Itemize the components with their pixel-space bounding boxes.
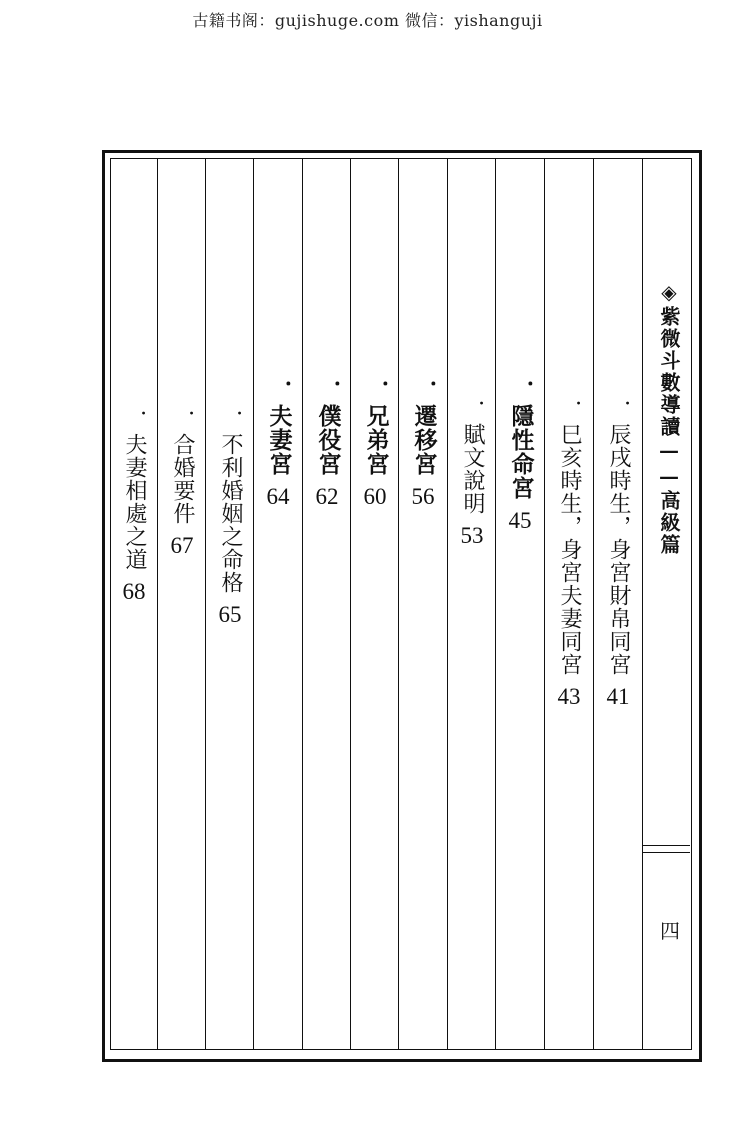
toc-entry bbox=[305, 380, 349, 510]
column-divider bbox=[302, 158, 303, 1049]
column-divider bbox=[398, 158, 399, 1049]
toc-entry-page: 67 bbox=[170, 533, 194, 558]
column-divider bbox=[253, 158, 254, 1049]
toc-entry bbox=[160, 410, 204, 559]
column-divider bbox=[205, 158, 206, 1049]
toc-entry-title: ．隱性命宮 bbox=[507, 380, 534, 500]
column-divider bbox=[495, 158, 496, 1049]
toc-entry-title: ．夫妻相處之道 bbox=[122, 410, 147, 571]
toc-entry bbox=[208, 410, 252, 628]
column-divider bbox=[447, 158, 448, 1049]
toc-entry-title: ．賦文說明 bbox=[460, 400, 485, 515]
page-number: 四 bbox=[660, 919, 680, 943]
toc-entry-page: 64 bbox=[266, 484, 290, 509]
toc-entry-page: 53 bbox=[460, 523, 484, 548]
running-header bbox=[650, 280, 688, 556]
toc-entry-page: 45 bbox=[508, 508, 532, 533]
toc-entry-title: ．巳亥時生，身宮夫妻同宮 bbox=[557, 400, 582, 676]
column-divider bbox=[544, 158, 545, 1049]
toc-entry bbox=[112, 410, 156, 605]
toc-entry bbox=[450, 400, 494, 549]
toc-entry-page: 60 bbox=[363, 484, 387, 509]
toc-entry bbox=[401, 380, 445, 510]
column-divider bbox=[350, 158, 351, 1049]
header-divider bbox=[642, 845, 690, 846]
watermark-text: 古籍书阁：gujishuge.com 微信：yishanguji bbox=[192, 11, 543, 30]
column-divider bbox=[642, 158, 643, 1049]
toc-entry-title: ．夫妻宮 bbox=[265, 380, 292, 476]
book-title: ◈紫微斗數導讀——高級篇 bbox=[657, 280, 681, 556]
toc-entry-page: 41 bbox=[606, 684, 630, 709]
header-divider bbox=[642, 852, 690, 853]
toc-entry-title: ．合婚要件 bbox=[170, 410, 195, 525]
toc-entry-page: 43 bbox=[557, 684, 581, 709]
column-divider bbox=[593, 158, 594, 1049]
toc-entry-title: ．僕役宮 bbox=[314, 380, 341, 476]
toc-entry-page: 56 bbox=[411, 484, 435, 509]
toc-entry bbox=[256, 380, 300, 510]
toc-entry-page: 62 bbox=[315, 484, 339, 509]
toc-entry bbox=[596, 400, 640, 710]
toc-entry bbox=[547, 400, 591, 710]
toc-entry bbox=[353, 380, 397, 510]
toc-entry-page: 68 bbox=[122, 579, 146, 604]
toc-entry-title: ．不利婚姻之命格 bbox=[218, 410, 243, 594]
toc-entry-page: 65 bbox=[218, 602, 242, 627]
toc-entry bbox=[498, 380, 542, 534]
toc-entry-title: ．兄弟宮 bbox=[362, 380, 389, 476]
toc-entry-title: ．遷移宮 bbox=[410, 380, 437, 476]
column-divider bbox=[157, 158, 158, 1049]
toc-entry-title: ．辰戌時生，身宮財帛同宮 bbox=[606, 400, 631, 676]
